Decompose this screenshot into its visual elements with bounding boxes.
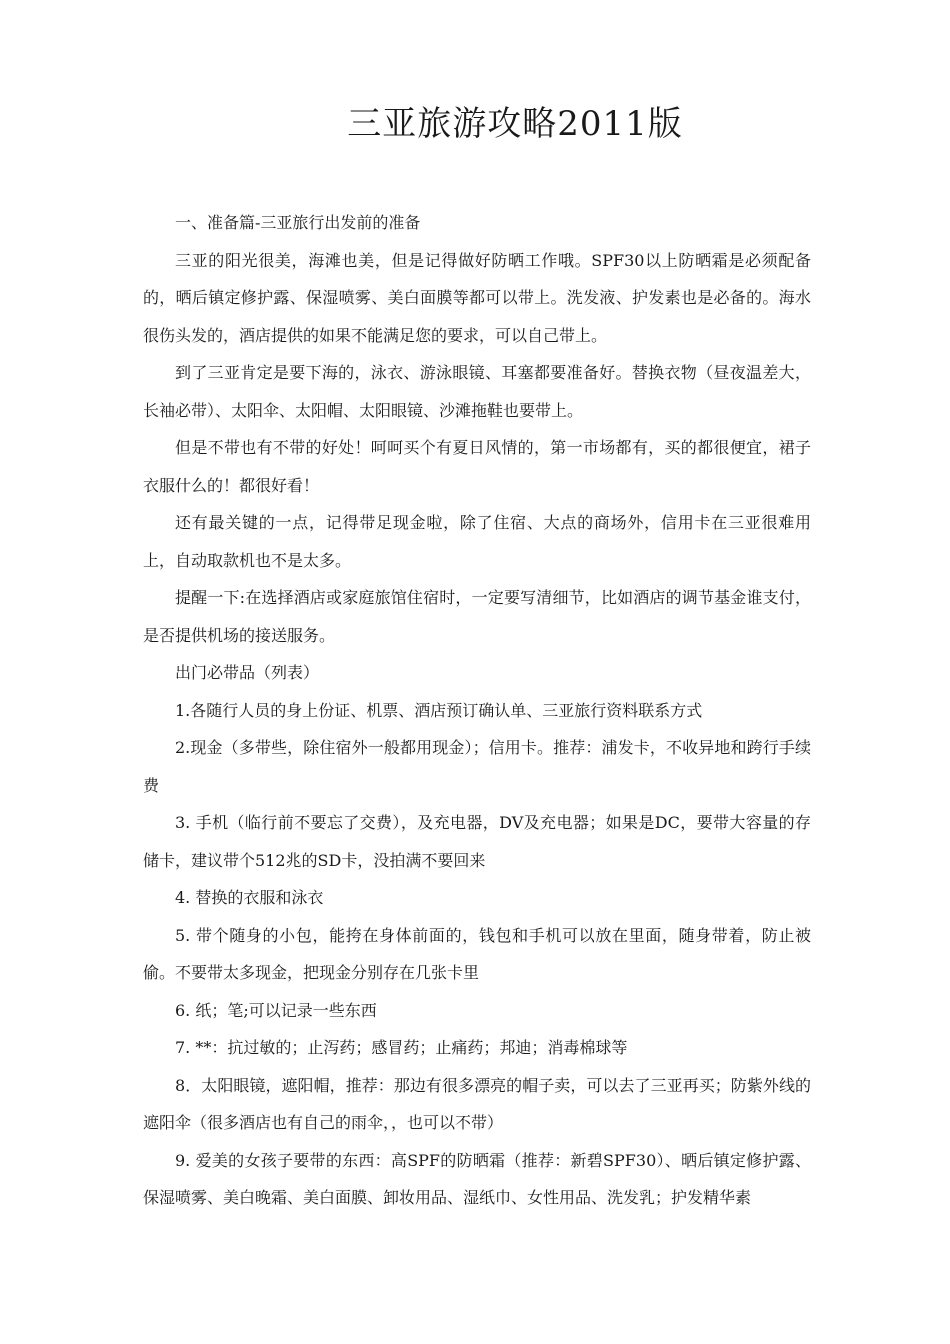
list-item-6: 6. 纸；笔;可以记录一些东西 <box>175 1000 377 1020</box>
list-item-1: 1.各随行人员的身上份证、机票、酒店预订确认单、三亚旅行资料联系方式 <box>175 700 703 720</box>
paragraph-sunscreen: 三亚的阳光很美，海滩也美，但是记得做好防晒工作哦。SPF30以上防晒霜是必须配备的，晒后镇定修护露、保湿喷雾、美白面膜等都可以带上。洗发液、护发素也是必备的。海水很伤头发的，酒店提供的如果不能满足您的要求，可以自己带上。 <box>143 250 811 345</box>
list-item-3: 3. 手机（临行前不要忘了交费），及充电器，DV及充电器；如果是DC，要带大容量的存储卡，建议带个512兆的SD卡，没拍满不要回来 <box>143 813 811 870</box>
section-heading: 一、准备篇-三亚旅行出发前的准备 <box>175 213 421 232</box>
list-item-5: 5. 带个随身的小包，能挎在身体前面的，钱包和手机可以放在里面，随身带着，防止被偷。不要带太多现金，把现金分别存在几张卡里 <box>143 925 811 982</box>
document-body <box>143 204 811 1217</box>
paragraph-cash: 还有最关键的一点，记得带足现金啦，除了住宿、大点的商场外，信用卡在三亚很难用上，自动取款机也不是太多。 <box>143 513 811 570</box>
list-item-2: 2.现金（多带些，除住宿外一般都用现金）；信用卡。推荐：浦发卡，不收异地和跨行手续费 <box>143 738 811 795</box>
list-item-7: 7. **：抗过敏的；止泻药；感冒药；止痛药；邦迪；消毒棉球等 <box>175 1038 628 1057</box>
list-heading: 出门必带品（列表） <box>175 663 320 682</box>
list-item-9: 9. 爱美的女孩子要带的东西：高SPF的防晒霜（推荐：新碧SPF30）、晒后镇定修护露、保湿喷雾、美白晚霜、美白面膜、卸妆用品、湿纸巾、女性用品、洗发乳；护发精华素 <box>143 1150 811 1207</box>
paragraph-swimwear: 到了三亚肯定是要下海的，泳衣、游泳眼镜、耳塞都要准备好。替换衣物（昼夜温差大，长袖必带）、太阳伞、太阳帽、太阳眼镜、沙滩拖鞋也要带上。 <box>143 363 811 420</box>
paragraph-shopping: 但是不带也有不带的好处！呵呵买个有夏日风情的，第一市场都有，买的都很便宜，裙子衣服什么的！都很好看！ <box>143 438 811 495</box>
list-item-8: 8．太阳眼镜，遮阳帽，推荐：那边有很多漂亮的帽子卖，可以去了三亚再买；防紫外线的遮阳伞（很多酒店也有自己的雨伞，，也可以不带） <box>143 1075 811 1132</box>
paragraph-reminder: 提醒一下:在选择酒店或家庭旅馆住宿时，一定要写清细节，比如酒店的调节基金谁支付，是否提供机场的接送服务。 <box>143 588 811 645</box>
list-item-4: 4. 替换的衣服和泳衣 <box>175 888 324 907</box>
document-title: 三亚旅游攻略2011版 <box>347 104 683 144</box>
